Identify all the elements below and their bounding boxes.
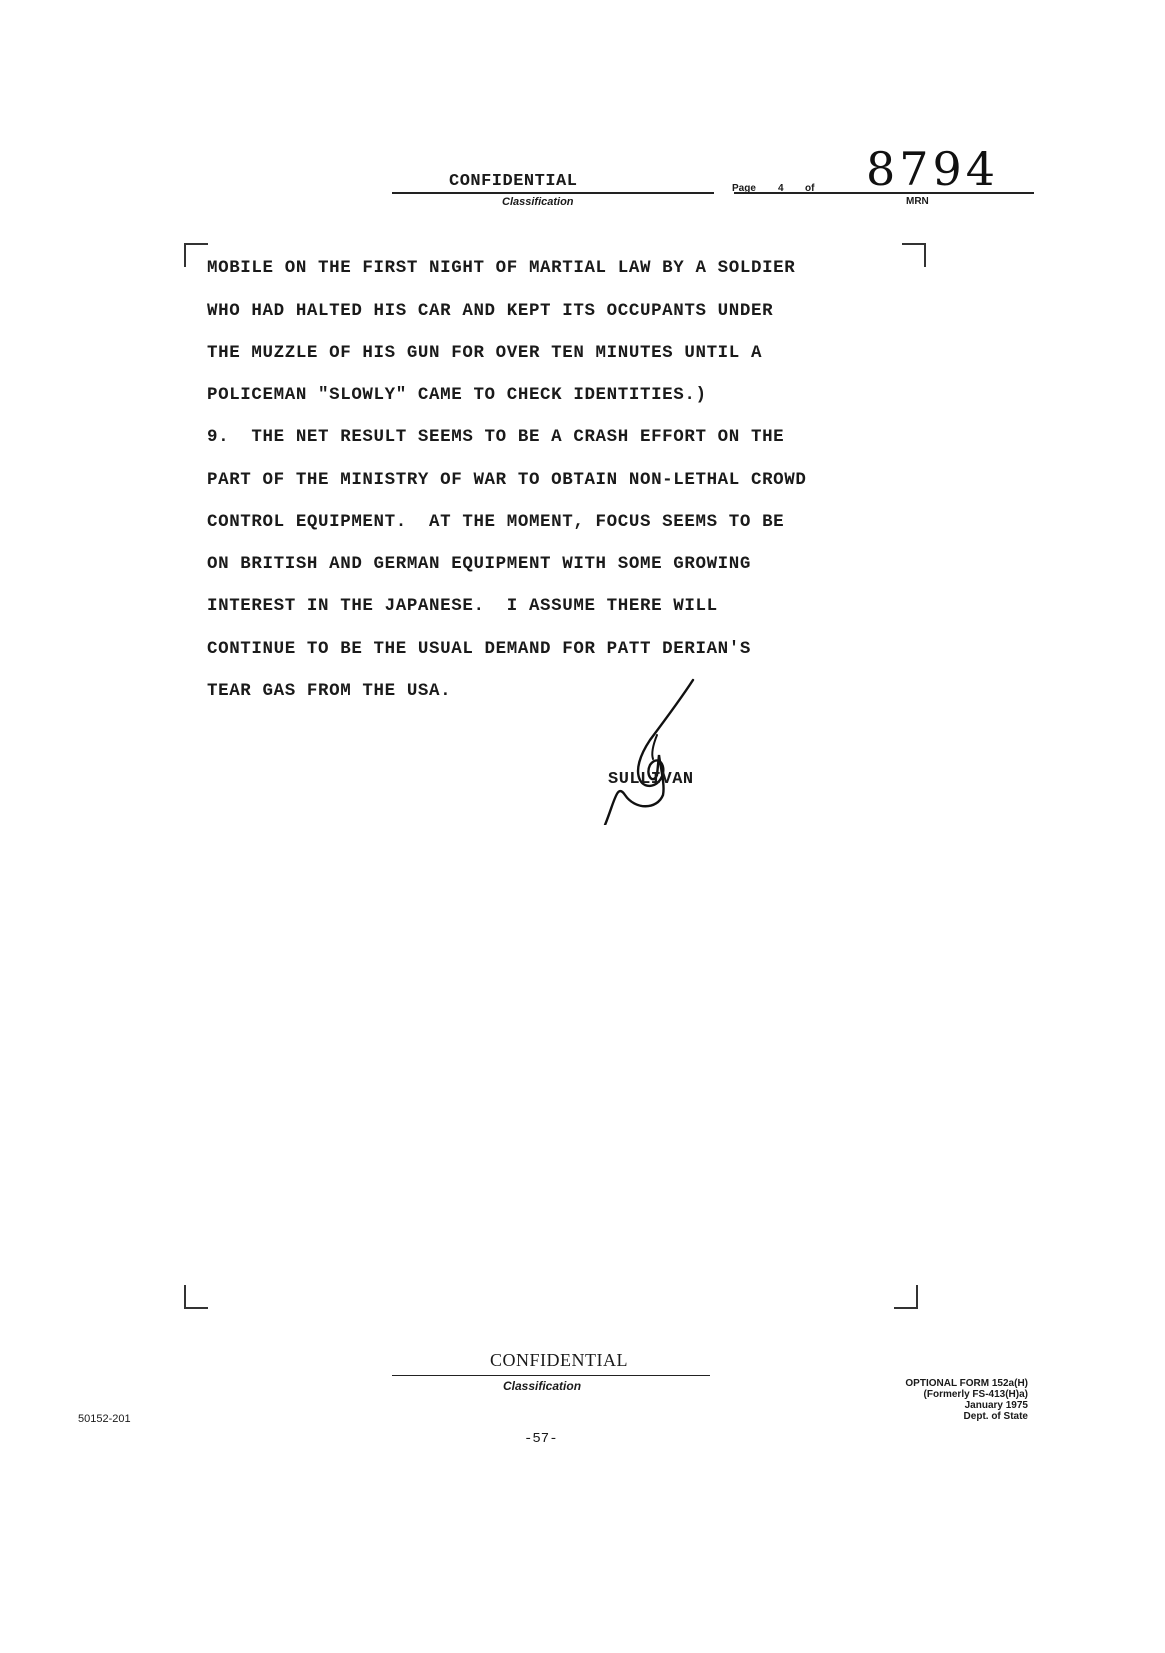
body-line: THE MUZZLE OF HIS GUN FOR OVER TEN MINUTES UNTIL A (207, 343, 763, 363)
header-classification-line (392, 192, 714, 194)
header-classification: CONFIDENTIAL (449, 172, 578, 191)
form-line: (Formerly FS-413(H)a) (923, 1389, 1028, 1400)
mrn-label: MRN (906, 196, 929, 207)
body-line: MOBILE ON THE FIRST NIGHT OF MARTIAL LAW BY A SOLDIER (207, 258, 796, 278)
corner-mark-top-right (902, 243, 926, 267)
footer-page-number: -57- (524, 1431, 558, 1447)
body-line: POLICEMAN "SLOWLY" CAME TO CHECK IDENTITIES.) (207, 385, 707, 405)
form-line: January 1975 (964, 1400, 1028, 1411)
body-line: CONTROL EQUIPMENT. AT THE MOMENT, FOCUS SEEMS TO BE (207, 512, 785, 532)
handwritten-signature-icon (595, 675, 715, 825)
corner-mark-bottom-left (184, 1285, 208, 1309)
document-code: 50152-201 (78, 1413, 131, 1425)
body-line: ON BRITISH AND GERMAN EQUIPMENT WITH SOME GROWING (207, 554, 751, 574)
corner-mark-bottom-right (894, 1285, 918, 1309)
form-line: OPTIONAL FORM 152a(H) (905, 1378, 1028, 1389)
page-label: Page (732, 183, 756, 194)
optional-form-label (820, 1378, 1028, 1422)
handwritten-number: 8794 (866, 142, 1000, 196)
footer-classification-line (392, 1375, 710, 1376)
body-line: INTEREST IN THE JAPANESE. I ASSUME THERE WILL (207, 596, 718, 616)
page-number: 4 (778, 183, 784, 194)
body-line: PART OF THE MINISTRY OF WAR TO OBTAIN NON-LETHAL CROWD (207, 470, 807, 490)
footer-classification-caption: Classification (503, 1379, 582, 1393)
body-line: 9. THE NET RESULT SEEMS TO BE A CRASH EFFORT ON THE (207, 427, 785, 447)
of-label: of (805, 183, 815, 194)
header-classification-caption: Classification (502, 196, 574, 208)
body-line: CONTINUE TO BE THE USUAL DEMAND FOR PATT DERIAN'S (207, 639, 751, 659)
form-line: Dept. of State (963, 1411, 1028, 1422)
signature-name: SULLIVAN (608, 770, 694, 789)
body-line: TEAR GAS FROM THE USA. (207, 681, 452, 701)
corner-mark-top-left (184, 243, 208, 267)
body-line: WHO HAD HALTED HIS CAR AND KEPT ITS OCCUPANTS UNDER (207, 301, 774, 321)
footer-classification: CONFIDENTIAL (490, 1350, 628, 1370)
